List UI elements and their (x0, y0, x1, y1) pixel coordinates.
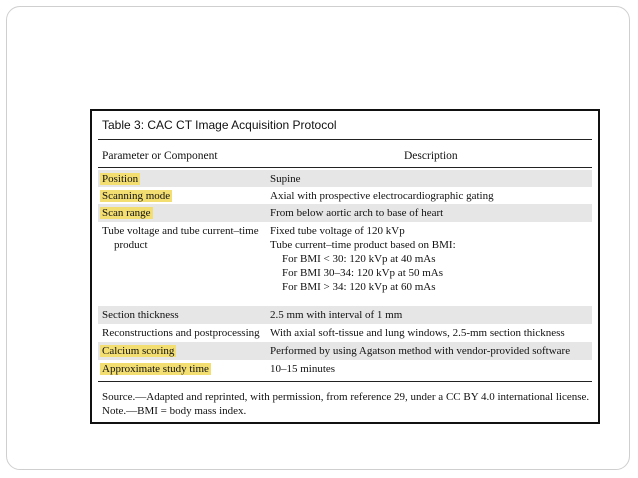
desc-bmi-30-34: For BMI 30–34: 120 kVp at 50 mAs (282, 267, 444, 279)
table-row-tube-voltage (98, 222, 592, 306)
desc-study-time: 10–15 minutes (270, 363, 336, 375)
desc-scan-range: From below aortic arch to base of heart (270, 207, 444, 219)
table-row-section-thickness (98, 306, 592, 324)
desc-bmi-over-34: For BMI > 34: 120 kVp at 60 mAs (282, 281, 436, 293)
table-title: Table 3: CAC CT Image Acquisition Protocol (102, 118, 337, 132)
bottom-rule (98, 381, 592, 382)
param-position: Position (102, 173, 139, 185)
desc-tube-voltage-line2: Tube current–time product based on BMI: (270, 239, 456, 251)
param-scan-range: Scan range (102, 207, 151, 219)
top-rule (98, 139, 592, 140)
table-row-scan-range (98, 204, 592, 222)
param-calcium-scoring: Calcium scoring (102, 345, 175, 357)
table-footnote (102, 390, 589, 418)
desc-reconstructions: With axial soft-tissue and lung windows, 2.5-mm section thickness (270, 327, 565, 339)
abbreviation-note: Note.—BMI = body mass index. (102, 405, 247, 417)
desc-tube-voltage (270, 224, 456, 294)
param-study-time: Approximate study time (102, 363, 209, 375)
desc-scanning-mode: Axial with prospective electrocardiographic gating (270, 190, 494, 202)
protocol-table (90, 109, 600, 424)
desc-bmi-under-30: For BMI < 30: 120 kVp at 40 mAs (282, 253, 436, 265)
header-rule (98, 167, 592, 168)
param-scanning-mode: Scanning mode (102, 190, 171, 202)
desc-calcium-scoring: Performed by using Agatson method with vendor-provided software (270, 345, 571, 357)
column-header-description: Description (404, 150, 458, 162)
table-row-reconstructions (98, 324, 592, 342)
desc-section-thickness: 2.5 mm with interval of 1 mm (270, 309, 403, 321)
param-tube-voltage-line1: Tube voltage and tube current–time (102, 225, 259, 237)
param-tube-voltage (102, 224, 259, 252)
param-section-thickness: Section thickness (102, 309, 179, 321)
source-note: Source.—Adapted and reprinted, with permission, from reference 29, under a CC BY 4.0 international license. (102, 391, 590, 403)
table-row-position (98, 170, 592, 187)
desc-tube-voltage-line1: Fixed tube voltage of 120 kVp (270, 225, 405, 237)
param-reconstructions: Reconstructions and postprocessing (102, 327, 260, 339)
table-row-scanning-mode (98, 187, 592, 204)
slide-frame (6, 6, 630, 470)
param-tube-voltage-line2: product (114, 239, 148, 251)
column-header-parameter: Parameter or Component (102, 150, 218, 162)
desc-position: Supine (270, 173, 301, 185)
table-row-calcium-scoring (98, 342, 592, 360)
table-row-study-time (98, 360, 592, 378)
